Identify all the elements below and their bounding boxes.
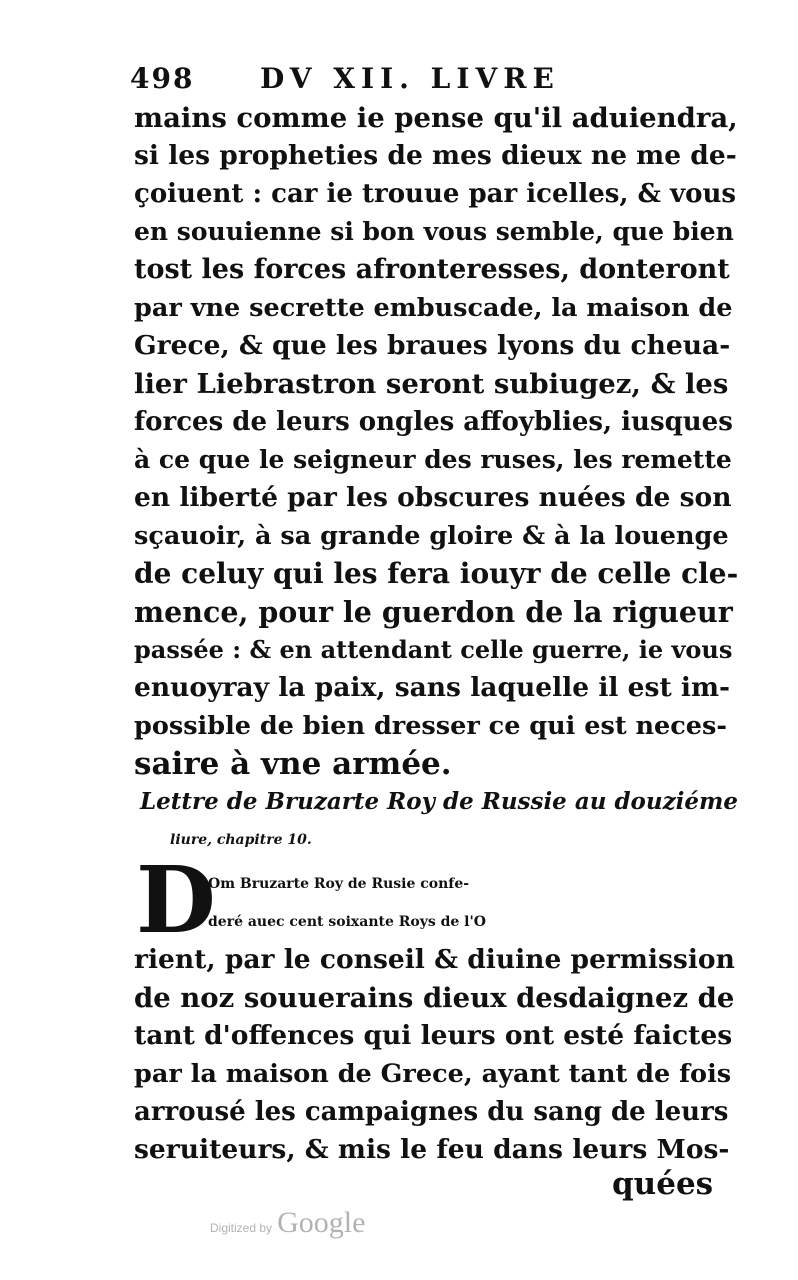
text-line: de noz souuerains dieux desdaignez de — [134, 982, 735, 1014]
catchword: quées — [612, 1166, 714, 1202]
text-line: si les propheties de mes dieux ne me de- — [134, 140, 737, 171]
text-line: enuoyray la paix, sans laquelle il est im- — [134, 672, 731, 703]
running-title: DV XII. LIVRE — [260, 62, 560, 95]
text-line: mains comme ie pense qu'il aduiendra, — [134, 102, 738, 134]
text-line: rient, par le conseil & diuine permission — [134, 944, 735, 975]
text-line: tant d'offences qui leurs ont esté faictes — [134, 1020, 733, 1051]
text-line: tost les forces afronteresses, donteront — [134, 254, 730, 285]
text-line: Om Bruzarte Roy de Rusie confe- — [208, 876, 470, 892]
text-line: passée : & en attendant celle guerre, ie vous — [134, 635, 733, 664]
text-line: en souuienne si bon vous semble, que bien — [134, 217, 734, 246]
running-header — [130, 62, 730, 98]
text-line: mence, pour le guerdon de la rigueur — [134, 595, 733, 629]
text-line: deré auec cent soixante Roys de l'O — [208, 914, 486, 930]
text-line: çoiuent : car ie trouue par icelles, & vous — [134, 179, 737, 209]
drop-capital: D — [136, 846, 216, 954]
google-logo: Google — [277, 1206, 366, 1239]
text-line: lier Liebrastron seront subiugez, & les — [134, 368, 729, 400]
digitized-by-label: Digitized by — [210, 1221, 273, 1235]
digitization-credit — [210, 1206, 365, 1246]
text-line: Grece, & que les braues lyons du cheua- — [134, 330, 731, 361]
text-line: possible de bien dresser ce qui est neces- — [134, 711, 727, 741]
page-number: 498 — [130, 62, 195, 95]
caption-line: liure, chapitre 10. — [170, 832, 312, 848]
text-line: par la maison de Grece, ayant tant de fois — [134, 1059, 732, 1089]
text-line: saire à vne armée. — [134, 746, 452, 782]
text-line: de celuy qui les fera iouyr de celle cle- — [134, 557, 739, 590]
text-line: arrousé les campaignes du sang de leurs — [134, 1097, 729, 1127]
text-line: sçauoir, à sa grande gloire & à la louenge — [134, 521, 729, 551]
text-line: à ce que le seigneur des ruses, les remette — [134, 445, 732, 474]
text-line: en liberté par les obscures nuées de son — [134, 482, 732, 513]
caption-line: Lettre de Bruzarte Roy de Russie au douziéme — [140, 788, 738, 815]
text-line: par vne secrette embuscade, la maison de — [134, 293, 733, 323]
text-line: seruiteurs, & mis le feu dans leurs Mos- — [134, 1134, 730, 1165]
text-line: forces de leurs ongles affoyblies, iusques — [134, 407, 733, 437]
